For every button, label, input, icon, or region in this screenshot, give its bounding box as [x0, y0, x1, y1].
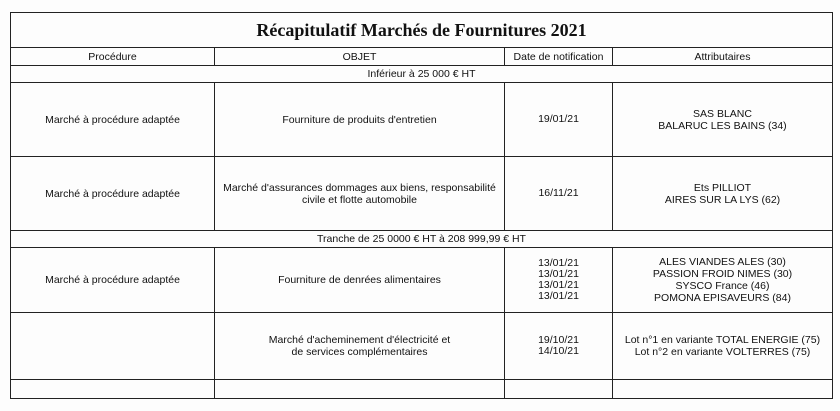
date-line: 13/01/21: [538, 290, 579, 302]
page-title: Récapitulatif Marchés de Fournitures 2021: [11, 13, 833, 48]
procedure-cell: Marché à procédure adaptée: [11, 248, 215, 313]
objet-cell: [215, 83, 505, 157]
objet-line: Fourniture de produits d'entretien: [282, 113, 437, 126]
title-row: [11, 13, 833, 48]
attributaire-line: PASSION FROID NIMES (30): [652, 268, 793, 280]
date-line: 16/11/21: [538, 187, 579, 199]
header-objet: OBJET: [215, 48, 505, 66]
empty-cell: [505, 380, 613, 399]
attributaire-line: Ets PILLIOT: [693, 181, 752, 194]
section-label-under-25000: Inférieur à 25 000 € HT: [11, 66, 833, 83]
attributaire-line: BALARUC LES BAINS (34): [658, 119, 787, 132]
attributaires-cell: [613, 248, 833, 313]
date-line: 13/01/21: [538, 257, 579, 269]
header-row: [11, 48, 833, 66]
table-row: [11, 248, 833, 313]
procurement-summary-table: [10, 12, 833, 399]
empty-row: [11, 380, 833, 399]
attributaire-line: AIRES SUR LA LYS (62): [664, 193, 781, 206]
attributaire-line: SYSCO France (46): [675, 280, 770, 292]
header-date: Date de notification: [505, 48, 613, 66]
attributaires-cell: [613, 313, 833, 380]
attributaire-line: SAS BLANC: [693, 107, 752, 120]
procedure-cell: Marché à procédure adaptée: [11, 83, 215, 157]
procedure-cell: [11, 313, 215, 380]
date-cell: [505, 83, 613, 157]
date-cell: [505, 157, 613, 231]
table-row: [11, 157, 833, 231]
objet-line: de services complémentaires: [291, 346, 428, 358]
table-row: [11, 83, 833, 157]
section-label-tranche: Tranche de 25 0000 € HT à 208 999,99 € HT: [11, 231, 833, 248]
procedure-cell: Marché à procédure adaptée: [11, 157, 215, 231]
empty-cell: [613, 380, 833, 399]
attributaires-cell: [613, 83, 833, 157]
objet-line: civile et flotte automobile: [302, 193, 417, 206]
objet-line: Marché d'assurances dommages aux biens, responsabilité: [223, 181, 496, 194]
date-cell: [505, 313, 613, 380]
attributaires-cell: [613, 157, 833, 231]
date-line: 13/01/21: [538, 268, 579, 280]
attributaire-line: ALES VIANDES ALES (30): [659, 256, 786, 268]
header-procedure: Procédure: [11, 48, 215, 66]
table-row: [11, 313, 833, 380]
attributaire-line: Lot n°2 en variante VOLTERRES (75): [634, 346, 811, 358]
date-line: 13/01/21: [538, 279, 579, 291]
empty-cell: [11, 380, 215, 399]
empty-cell: [215, 380, 505, 399]
objet-cell: [215, 313, 505, 380]
objet-cell: [215, 157, 505, 231]
section-row: [11, 231, 833, 248]
attributaire-line: Lot n°1 en variante TOTAL ENERGIE (75): [624, 334, 821, 346]
objet-cell: [215, 248, 505, 313]
date-line: 19/10/21: [538, 334, 579, 346]
date-line: 19/01/21: [538, 113, 579, 125]
objet-line: Marché d'acheminement d'électricité et: [268, 334, 451, 346]
date-cell: [505, 248, 613, 313]
attributaire-line: POMONA EPISAVEURS (84): [654, 292, 791, 304]
objet-line: Fourniture de denrées alimentaires: [278, 274, 441, 286]
section-row: [11, 66, 833, 83]
date-line: 14/10/21: [538, 345, 579, 357]
header-attributaires: Attributaires: [613, 48, 833, 66]
